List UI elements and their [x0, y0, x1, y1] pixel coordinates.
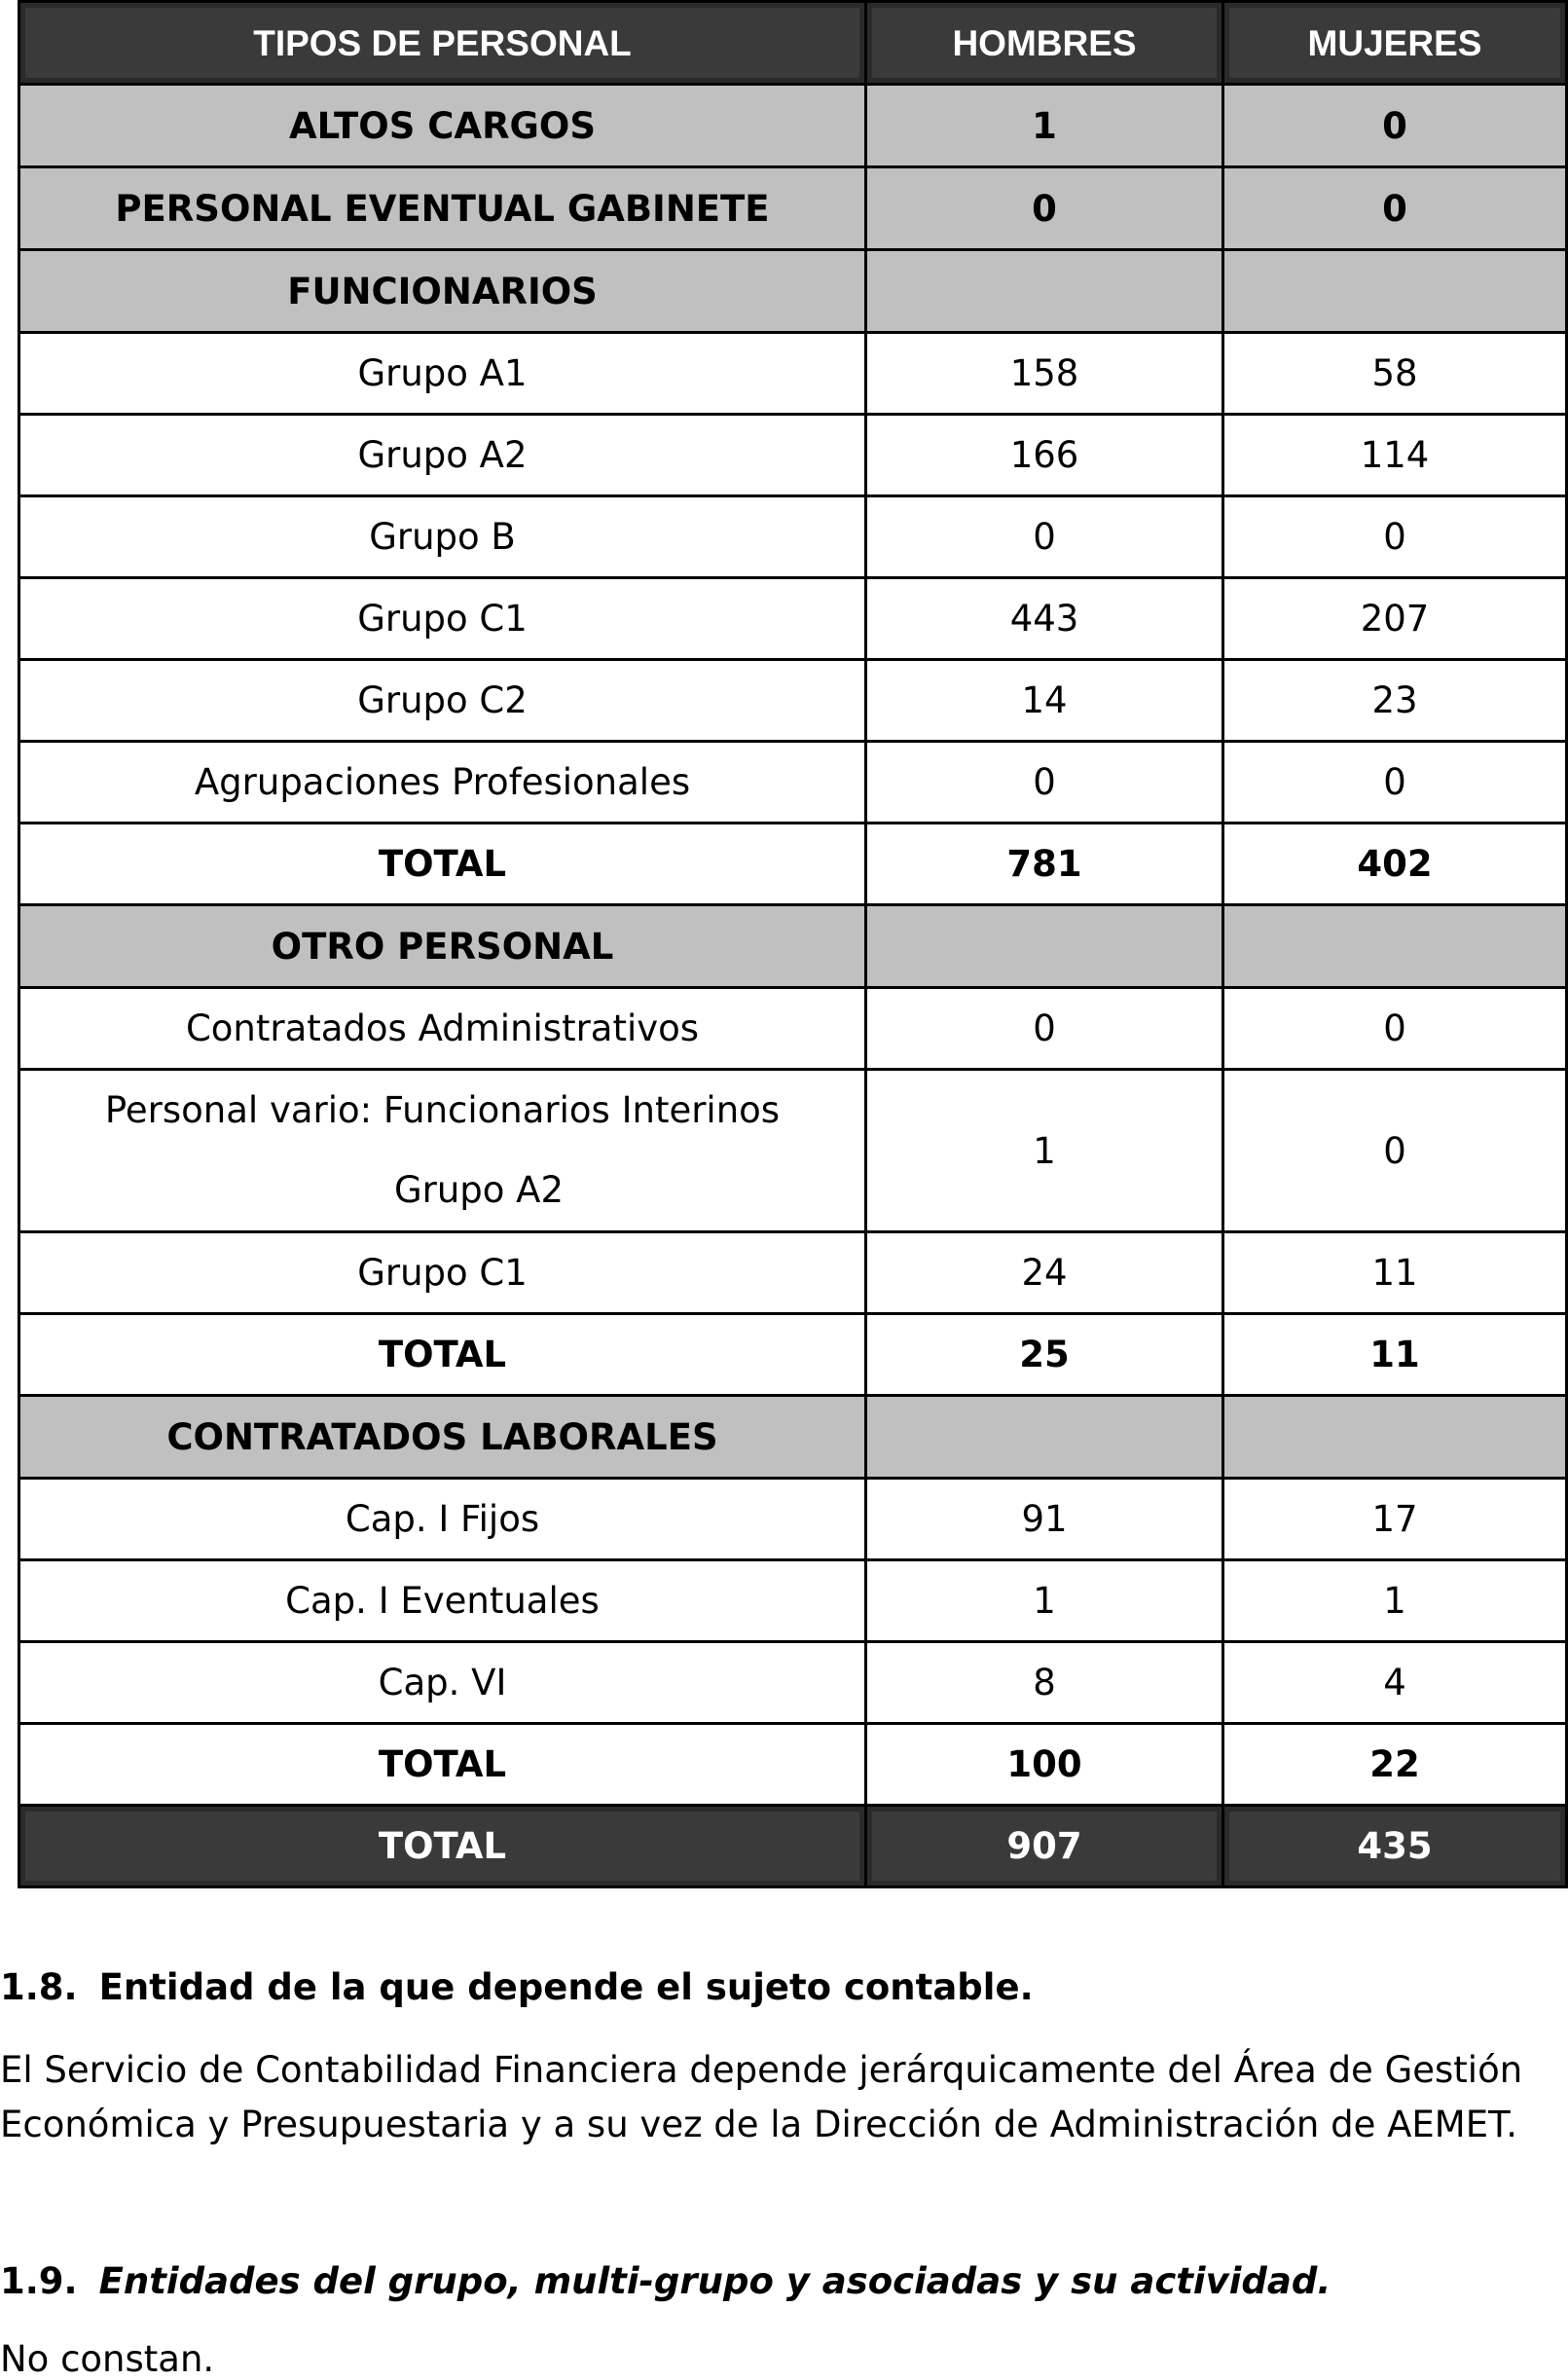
row-women: 114 [1223, 415, 1567, 496]
total-label: TOTAL [19, 1314, 866, 1396]
row-men: 443 [866, 578, 1223, 660]
paragraph-line: El Servicio de Contabilidad Financiera depende jerárquicamente del Área de Gestión [0, 2049, 1523, 2091]
total-men: 25 [866, 1314, 1223, 1396]
funcionarios-section-row [19, 250, 1567, 333]
row-women: 17 [1223, 1479, 1567, 1560]
row-label: Grupo B [19, 496, 866, 578]
row-women: 207 [1223, 578, 1567, 660]
row-women: 23 [1223, 660, 1567, 742]
eventual-row [19, 167, 1567, 250]
table-row [19, 1560, 1567, 1642]
header-men: HOMBRES [866, 2, 1223, 85]
row-label: Grupo C1 [19, 1232, 866, 1314]
row-label: Grupo C2 [19, 660, 866, 742]
section-number: 1.9. [0, 2260, 78, 2302]
row-women: 0 [1223, 496, 1567, 578]
row-women: 58 [1223, 333, 1567, 415]
row-men: 14 [866, 660, 1223, 742]
header-women: MUJERES [1223, 2, 1567, 85]
table-row [19, 333, 1567, 415]
section-number: 1.8. [0, 1966, 78, 2008]
otro-total-row [19, 1314, 1567, 1396]
total-women: 11 [1223, 1314, 1567, 1396]
section-title: Entidades del grupo, multi-grupo y asociadas y su actividad. [98, 2260, 1331, 2302]
row-men: 0 [866, 496, 1223, 578]
row-men: 166 [866, 415, 1223, 496]
table-row [19, 1232, 1567, 1314]
row-label: Contratados Administrativos [19, 988, 866, 1070]
row-label: Grupo C1 [19, 578, 866, 660]
row-women: 1 [1223, 1560, 1567, 1642]
empty-cell [1223, 1396, 1567, 1479]
section-title: Entidad de la que depende el sujeto contable. [98, 1966, 1034, 2008]
section-1-8-paragraph [0, 2043, 1568, 2152]
empty-cell [866, 905, 1223, 988]
staff-table [18, 0, 1568, 1888]
altos-cargos-men: 1 [866, 85, 1223, 167]
table-row [19, 988, 1567, 1070]
row-women: 4 [1223, 1642, 1567, 1724]
row-men: 91 [866, 1479, 1223, 1560]
row-men: 1 [866, 1070, 1223, 1232]
row-women: 0 [1223, 988, 1567, 1070]
funcionarios-label: FUNCIONARIOS [19, 250, 866, 333]
total-men: 100 [866, 1724, 1223, 1806]
row-women: 0 [1223, 742, 1567, 824]
row-label: Agrupaciones Profesionales [19, 742, 866, 824]
section-1-8-heading [0, 1966, 1568, 2008]
row-men: 0 [866, 742, 1223, 824]
total-women: 402 [1223, 824, 1567, 905]
laborales-total-row [19, 1724, 1567, 1806]
altos-cargos-label: ALTOS CARGOS [19, 85, 866, 167]
paragraph-line: Económica y Presupuestaria y a su vez de la Dirección de Administración de AEMET. [0, 2104, 1518, 2145]
total-label: TOTAL [19, 1724, 866, 1806]
table-row [19, 1642, 1567, 1724]
interinos-title: Personal vario: Funcionarios Interinos [104, 1089, 781, 1131]
eventual-men: 0 [866, 167, 1223, 250]
empty-cell [1223, 250, 1567, 333]
table-row [19, 578, 1567, 660]
otro-personal-label: OTRO PERSONAL [19, 905, 866, 988]
header-type: TIPOS DE PERSONAL [19, 2, 866, 85]
row-men: 158 [866, 333, 1223, 415]
total-label: TOTAL [19, 824, 866, 905]
altos-cargos-row [19, 85, 1567, 167]
laborales-section-row [19, 1396, 1567, 1479]
grand-total-label: TOTAL [19, 1806, 866, 1887]
empty-cell [1223, 905, 1567, 988]
eventual-women: 0 [1223, 167, 1567, 250]
row-men: 8 [866, 1642, 1223, 1724]
section-1-9-paragraph: No constan. [0, 2338, 215, 2380]
row-label: Cap. I Fijos [19, 1479, 866, 1560]
table-header-row [19, 2, 1567, 85]
total-women: 22 [1223, 1724, 1567, 1806]
empty-cell [866, 250, 1223, 333]
otro-personal-section-row [19, 905, 1567, 988]
row-women: 11 [1223, 1232, 1567, 1314]
section-1-9-heading [0, 2260, 1568, 2302]
table-row [19, 1479, 1567, 1560]
grand-total-women: 435 [1223, 1806, 1567, 1887]
table-row [19, 496, 1567, 578]
row-label: Grupo A2 [19, 415, 866, 496]
eventual-label: PERSONAL EVENTUAL GABINETE [19, 167, 866, 250]
row-men: 24 [866, 1232, 1223, 1314]
row-men: 1 [866, 1560, 1223, 1642]
table-row [19, 742, 1567, 824]
row-women: 0 [1223, 1070, 1567, 1232]
interinos-label-cell [19, 1070, 866, 1232]
empty-cell [866, 1396, 1223, 1479]
row-label: Grupo A1 [19, 333, 866, 415]
table-row [19, 660, 1567, 742]
interinos-row [19, 1070, 1567, 1232]
grand-total-row [19, 1806, 1567, 1887]
row-label: Grupo A2 [393, 1169, 565, 1211]
total-men: 781 [866, 824, 1223, 905]
altos-cargos-women: 0 [1223, 85, 1567, 167]
row-label: Cap. I Eventuales [19, 1560, 866, 1642]
grand-total-men: 907 [866, 1806, 1223, 1887]
laborales-label: CONTRATADOS LABORALES [19, 1396, 866, 1479]
row-men: 0 [866, 988, 1223, 1070]
row-label: Cap. VI [19, 1642, 866, 1724]
table-row [19, 415, 1567, 496]
funcionarios-total-row [19, 824, 1567, 905]
